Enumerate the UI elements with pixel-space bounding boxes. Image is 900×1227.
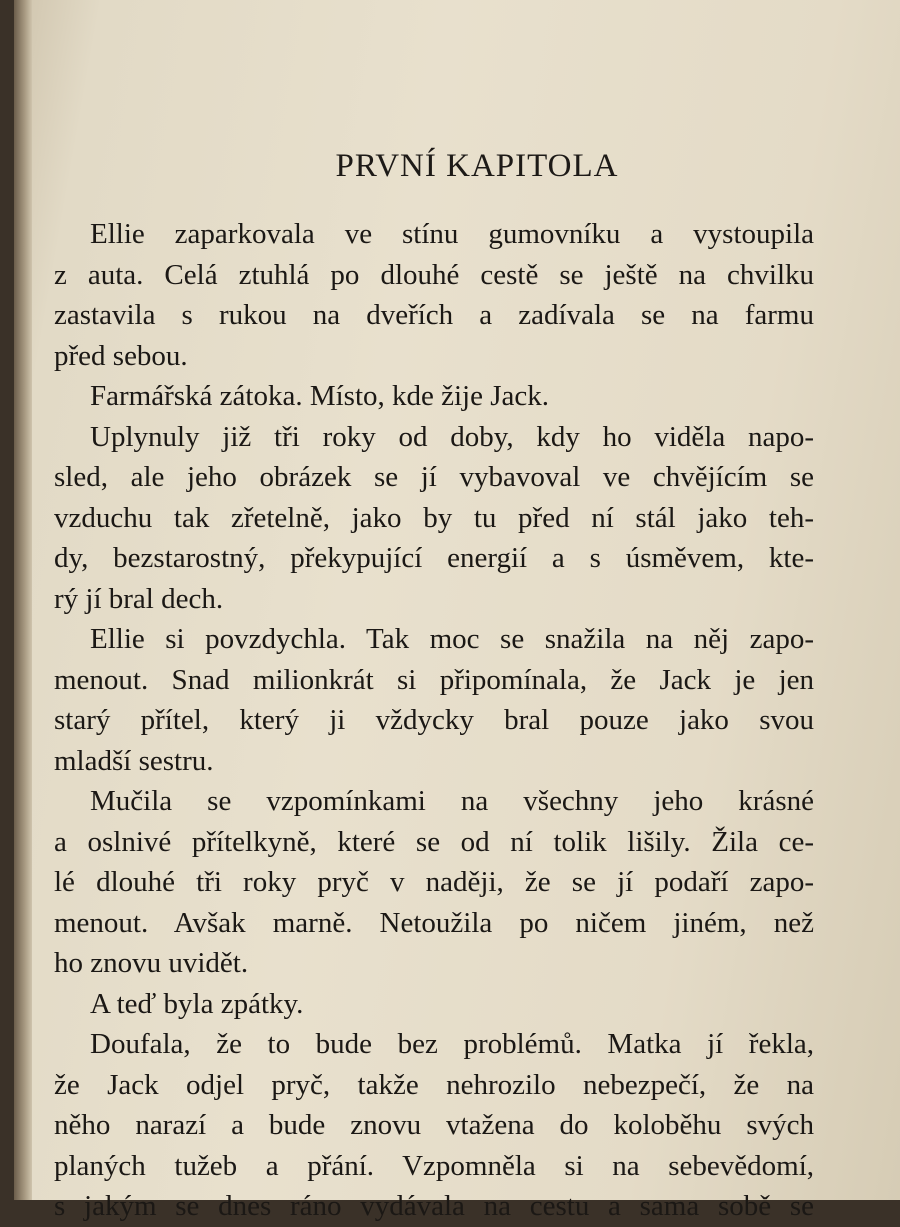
text-line: ho znovu uvidět. (54, 947, 249, 979)
book-page (14, 0, 900, 1222)
text-line: A teď byla zpátky. (90, 987, 304, 1020)
chapter-title: PRVNÍ KAPITOLA (335, 148, 619, 184)
text-line: Doufala, že to bude bez problémů. Matka jí řekla, (90, 1028, 814, 1060)
body-text (54, 214, 814, 1227)
text-line: že Jack odjel pryč, takže nehrozilo nebezpečí, že na (54, 1068, 814, 1101)
text-line: Uplynuly již tři roky od doby, kdy ho viděla napo- (90, 420, 814, 453)
text-line: menout. Avšak marně. Netoužila po ničem jiném, než (54, 906, 814, 939)
text-line: něho narazí a bude znovu vtažena do koloběhu svých (54, 1109, 814, 1141)
text-line: dy, bezstarostný, překypující energií a s úsměvem, kte- (54, 542, 814, 574)
text-line: Ellie si povzdychla. Tak moc se snažila na něj zapo- (90, 623, 814, 655)
text-line: a oslnivé přítelkyně, které se od ní tolik lišily. Žila ce- (54, 825, 814, 858)
text-line: před sebou. (54, 339, 188, 372)
text-line: sled, ale jeho obrázek se jí vybavoval ve chvějícím se (54, 461, 814, 493)
text-line: starý přítel, který ji vždycky bral pouze jako svou (54, 704, 814, 736)
text-line: Mučila se vzpomínkami na všechny jeho krásné (90, 785, 814, 817)
text-line: planých tužeb a přání. Vzpomněla si na sebevědomí, (54, 1149, 814, 1182)
text-line: menout. Snad milionkrát si připomínala, že Jack je jen (54, 663, 814, 696)
text-line: s jakým se dnes ráno vydávala na cestu a sama sobě se (54, 1190, 814, 1222)
text-line: zastavila s rukou na dveřích a zadívala se na farmu (54, 299, 814, 331)
text-line: Farmářská zátoka. Místo, kde žije Jack. (90, 380, 550, 412)
text-line: rý jí bral dech. (54, 582, 224, 615)
text-line: lé dlouhé tři roky pryč v naději, že se jí podaří zapo- (54, 866, 814, 898)
text-line: mladší sestru. (54, 744, 214, 777)
text-line: Ellie zaparkovala ve stínu gumovníku a vystoupila (90, 218, 814, 250)
text-line: z auta. Celá ztuhlá po dlouhé cestě se ještě na chvilku (54, 258, 814, 291)
text-line: vzduchu tak zřetelně, jako by tu před ní stál jako teh- (54, 501, 814, 534)
